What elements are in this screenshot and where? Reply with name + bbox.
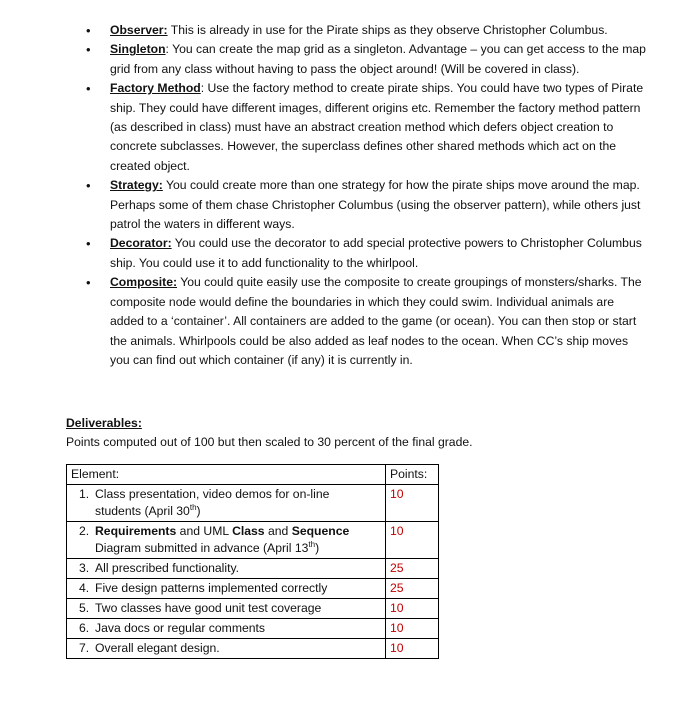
table-row [67,485,439,522]
pattern-description: : You can create the map grid as a singleton. Advantage – you can get access to the map grid from any class without having to pass the object around! (Will be covered in class). [110,42,646,76]
row-number: 4. [79,581,90,595]
list-item [0,176,685,234]
table-row [67,599,439,619]
design-pattern-list [0,21,685,370]
element-column-header: Element: [67,465,386,485]
table-row [67,559,439,579]
row-points: 10 [386,522,439,559]
row-text: All prescribed functionality. [95,561,240,575]
row-points: 10 [386,599,439,619]
bullet-icon: • [86,275,91,291]
row-text: Two classes have good unit test coverage [95,601,322,615]
row-number: 7. [79,641,90,655]
pattern-term: Decorator: [110,236,172,251]
row-text-sup: th [308,539,316,549]
pattern-description: You could quite easily use the composite to create groupings of monsters/sharks. The composite node would define the boundaries in which they could swim. Individual animals are added to a ‘container’. All containers are added to the game (or ocean). You can then stop or start the animals. Whirlpools could be also added as leaf nodes to the ocean. When CC’s ship moves you can find out which container (if any) it is currently in. [110,275,642,367]
table-row [67,619,439,639]
row-text-bold: Class [232,524,265,538]
pattern-term: Composite: [110,275,178,290]
row-text: Five design patterns implemented correctly [95,581,328,595]
row-points: 10 [386,619,439,639]
list-item [0,273,685,370]
pattern-description: This is already in use for the Pirate ships as they observe Christopher Columbus. [167,23,608,37]
bullet-icon: • [86,236,91,252]
deliverables-section [66,414,473,452]
row-text-part: Diagram submitted in advance (April 13 [95,541,309,555]
list-item [0,79,685,176]
row-text-part: Class presentation, video demos for on-line students (April 30 [95,487,330,518]
row-points: 10 [386,639,439,659]
row-number: 3. [79,561,90,575]
list-item [0,21,685,40]
list-item [0,234,685,273]
row-text-part: ) [196,504,201,518]
row-text [95,523,375,557]
row-text-part: and UML [176,524,233,538]
pattern-term: Factory Method [110,81,201,96]
table-row [67,639,439,659]
pattern-term: Observer: [110,23,168,37]
table-header-row [67,465,439,485]
pattern-description: : Use the factory method to create pirate ships. You could have two types of Pirate ship. They could have different images, different origins etc. Remember the factory method pattern (as described in class) must have an abstract creation method which defers object creation to concrete subclasses. However, the superclass defines other shared methods which act on the created object. [110,81,644,173]
bullet-icon: • [86,178,91,194]
deliverables-heading: Deliverables: [66,416,142,430]
grading-note: Points computed out of 100 but then scaled to 30 percent of the final grade. [66,435,473,449]
row-text-part: ) [315,541,320,555]
row-text-part: and [264,524,292,538]
table-row [67,522,439,559]
row-text: Overall elegant design. [95,641,220,655]
pattern-description: You could use the decorator to add special protective powers to Christopher Columbus ship. You could use it to add functionality to the whirlpool. [110,236,642,270]
row-number: 5. [79,601,90,615]
bullet-icon: • [86,42,91,58]
row-number: 2. [79,524,90,538]
grading-table [66,464,439,659]
bullet-icon: • [86,81,91,97]
table-row [67,579,439,599]
row-text [95,486,375,520]
row-number: 1. [79,487,90,501]
row-points: 10 [386,485,439,522]
row-text: Java docs or regular comments [95,621,266,635]
row-text-bold: Requirements [95,524,177,538]
points-column-header: Points: [386,465,439,485]
pattern-term: Singleton [110,42,166,57]
row-number: 6. [79,621,90,635]
row-text-bold: Sequence [291,524,350,538]
row-text-sup: th [189,502,197,512]
pattern-term: Strategy: [110,178,163,193]
row-points: 25 [386,579,439,599]
list-item [0,40,685,79]
pattern-description: You could create more than one strategy for how the pirate ships move around the map. Perhaps some of them chase Christopher Columbus (using the observer pattern), while others just patrol the waters in different ways. [110,178,641,232]
bullet-icon: • [86,23,91,38]
row-points: 25 [386,559,439,579]
